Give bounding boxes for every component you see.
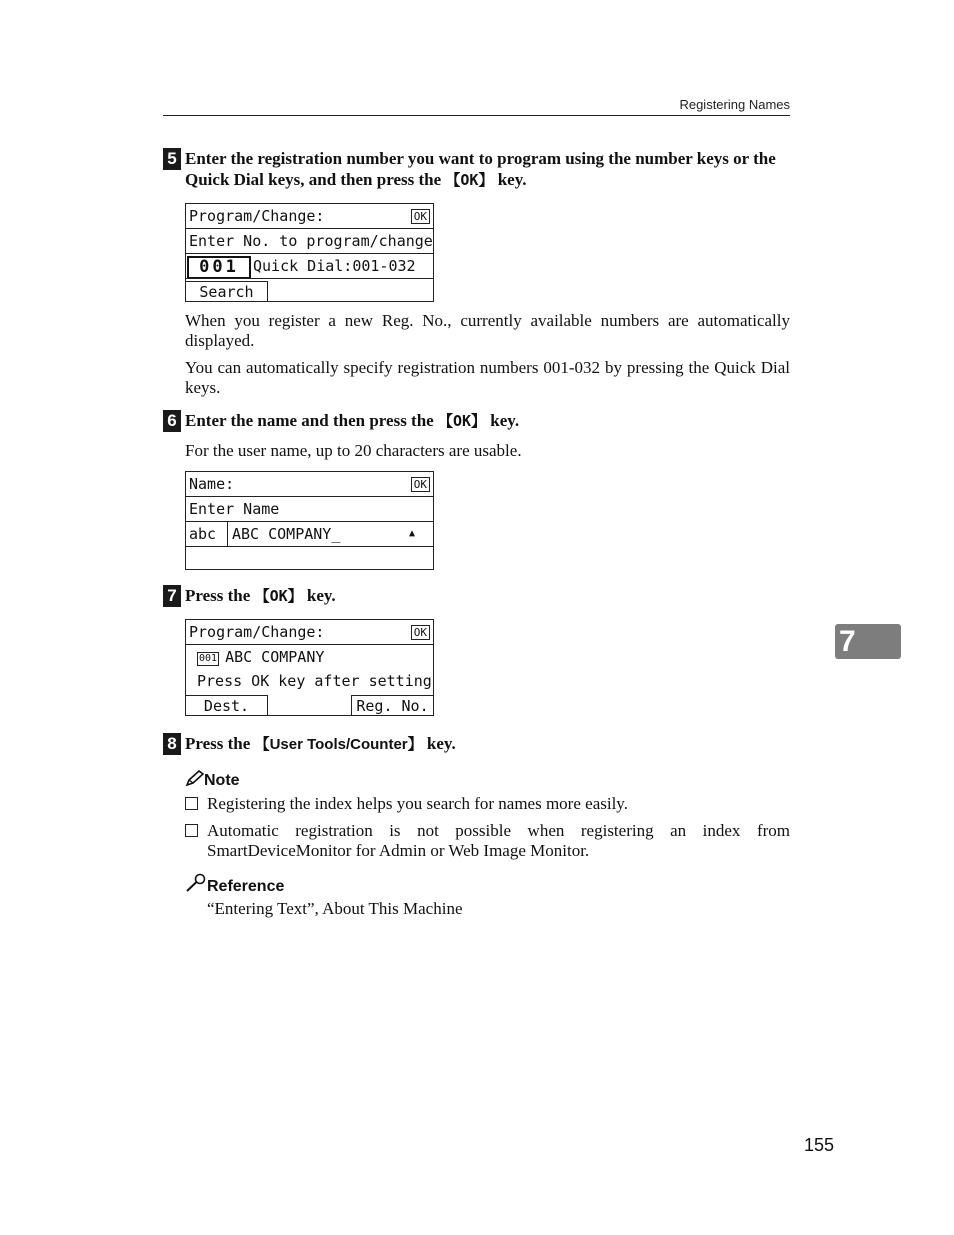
lcd-input-mode: abc <box>186 522 228 546</box>
step-title: Press the 【User Tools/Counter】 key. <box>185 734 456 753</box>
lcd-ok-indicator: OK <box>411 477 430 492</box>
step-6 <box>163 410 790 432</box>
step-number: 8 <box>163 733 181 755</box>
ok-key-label: 【OK】 <box>254 587 303 605</box>
step-number: 6 <box>163 410 181 432</box>
lcd-title-row: Name: OK <box>186 472 433 497</box>
page-number: 155 <box>804 1135 835 1155</box>
running-head <box>163 96 790 116</box>
lcd-quick-dial-range: Quick Dial:001-032 <box>253 257 416 275</box>
lcd-dest-button: Dest. <box>186 695 268 715</box>
lcd-search-button: Search <box>186 281 268 301</box>
lcd-entry-name: ABC COMPANY <box>225 648 325 666</box>
lcd-softkey-row <box>186 279 433 301</box>
step-number: 5 <box>163 148 181 170</box>
running-head-title: Registering Names <box>679 97 790 112</box>
reference-heading: Reference <box>185 873 284 896</box>
lcd-registration-number: 001 <box>199 653 218 664</box>
checkbox-bullet-icon <box>185 797 198 810</box>
reference-text: “Entering Text”, About This Machine <box>207 899 463 918</box>
checkbox-bullet-icon <box>185 824 198 837</box>
lcd-screen-enter-name <box>185 471 434 570</box>
lcd-name-input-row <box>186 522 433 547</box>
lcd-screen-program-change <box>185 619 434 716</box>
lcd-ok-indicator: OK <box>411 209 430 224</box>
pencil-icon <box>185 770 204 787</box>
lcd-ok-indicator: OK <box>411 625 430 640</box>
lcd-message-row: Enter Name <box>186 497 433 522</box>
lcd-empty-row <box>186 547 433 569</box>
step6-paragraph: For the user name, up to 20 characters are usable. <box>185 441 522 460</box>
lcd-reg-no-button: Reg. No. <box>351 695 433 715</box>
chapter-tab <box>835 624 901 659</box>
step-7 <box>163 585 790 607</box>
step-5 <box>163 148 790 191</box>
lcd-message-row: Press OK key after setting <box>197 672 432 690</box>
step-number: 7 <box>163 585 181 607</box>
lcd-screen-register-number <box>185 203 434 302</box>
lcd-number-row <box>186 254 433 279</box>
step5-paragraph-2: You can automatically specify registration numbers 001-032 by pressing the Quick Dial keys. <box>185 358 790 397</box>
ok-key-label: 【OK】 <box>445 171 494 189</box>
ok-key-label: 【OK】 <box>437 412 487 430</box>
lcd-registration-number: 001 <box>187 256 251 279</box>
lcd-message-row: Enter No. to program/change <box>186 229 433 254</box>
lcd-title-row: Program/Change: OK <box>186 620 433 645</box>
lcd-entry-row <box>186 645 433 669</box>
note-item: Registering the index helps you search for names more easily. <box>185 794 790 814</box>
step-title: Enter the name and then press the 【OK】 key. <box>185 411 520 430</box>
user-tools-key-label: 【User Tools/Counter】 <box>254 736 423 753</box>
magnifier-icon <box>185 873 207 893</box>
lcd-title-row: Program/Change: OK <box>186 204 433 229</box>
lcd-softkey-row <box>186 693 433 715</box>
note-heading: Note <box>185 770 240 790</box>
step-title: Press the 【OK】 key. <box>185 586 336 605</box>
up-arrow-icon: ▲ <box>409 528 416 539</box>
chapter-number: 7 <box>839 625 856 658</box>
step5-paragraph-1: When you register a new Reg. No., currently available numbers are automatically displayed. <box>185 311 790 350</box>
note-item: Automatic registration is not possible when registering an index from SmartDeviceMonitor for Admin or Web Image Monitor. <box>185 821 790 861</box>
lcd-name-value: ABC COMPANY_ <box>232 525 341 543</box>
step-title: Enter the registration number you want to program using the number keys or the Quick Dial keys, and then press the 【OK】 key. <box>185 149 776 189</box>
step-8 <box>163 733 790 755</box>
